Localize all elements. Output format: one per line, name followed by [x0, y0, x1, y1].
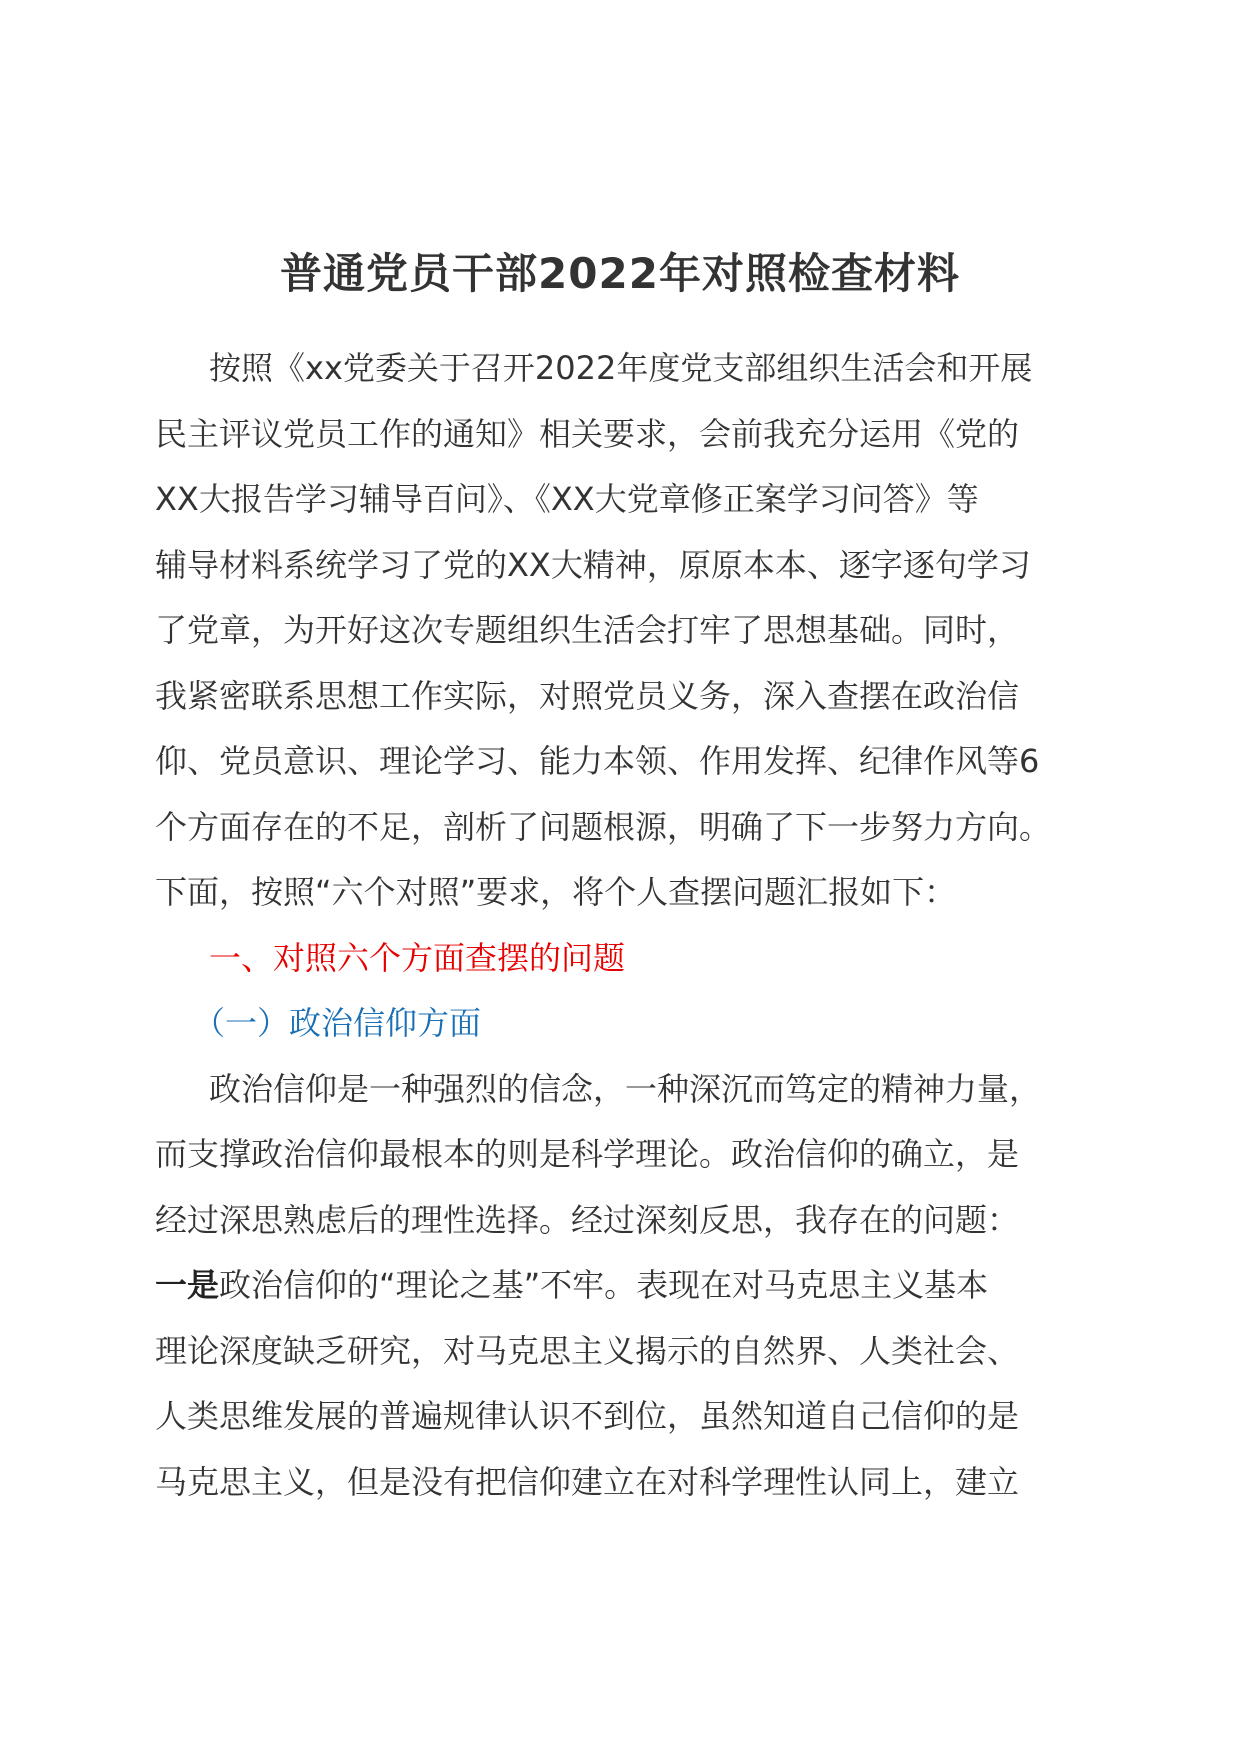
- paragraph-line: 个方面存在的不足，剖析了问题根源，明确了下一步努力方向。: [155, 807, 1052, 846]
- paragraph-line: 我紧密联系思想工作实际，对照党员义务，深入查摆在政治信: [155, 676, 1020, 715]
- paragraph-line: 政治信仰是一种强烈的信念，一种深沉而笃定的精神力量，: [209, 1069, 1042, 1108]
- paragraph-line: 民主评议党员工作的通知》相关要求，会前我充分运用《党的: [155, 414, 1020, 453]
- paragraph-line: 仰、党员意识、理论学习、能力本领、作用发挥、纪律作风等6: [155, 742, 1040, 780]
- paragraph-line: 理论深度缺乏研究，对马克思主义揭示的自然界、人类社会、: [155, 1331, 1020, 1370]
- paragraph-line: 下面，按照“六个对照”要求，将个人查摆问题汇报如下：: [155, 873, 957, 911]
- point-text: 政治信仰的“理论之基”不牢。表现在对马克思主义基本: [219, 1266, 989, 1304]
- paragraph-line: 了党章，为开好这次专题组织生活会打牢了思想基础。同时，: [155, 611, 1020, 649]
- paragraph-line: 经过深思熟虑后的理性选择。经过深刻反思，我存在的问题：: [155, 1200, 1020, 1239]
- document-body: [155, 336, 1095, 1515]
- point-first-line: [155, 1253, 1095, 1319]
- point-lead: 一是: [155, 1266, 220, 1304]
- paragraph-line: 按照《xx党委关于召开2022年度党支部组织生活会和开展: [209, 349, 1033, 387]
- paragraph-line: 马克思主义，但是没有把信仰建立在对科学理性认同上，建立: [155, 1462, 1020, 1501]
- paragraph-line: 人类思维发展的普遍规律认识不到位，虽然知道自己信仰的是: [155, 1397, 1020, 1435]
- subsection-heading: （一）政治信仰方面: [193, 1004, 482, 1042]
- paragraph-line: 辅导材料系统学习了党的XX大精神，原原本本、逐字逐句学习: [155, 545, 1031, 584]
- paragraph-line: 而支撑政治信仰最根本的则是科学理论。政治信仰的确立，是: [155, 1135, 1020, 1173]
- section-heading: 一、对照六个方面查摆的问题: [209, 938, 626, 977]
- document-title: 普通党员干部2022年对照检查材料: [280, 249, 960, 298]
- paragraph-line: XX大报告学习辅导百问》、《XX大党章修正案学习问答》等: [155, 480, 979, 518]
